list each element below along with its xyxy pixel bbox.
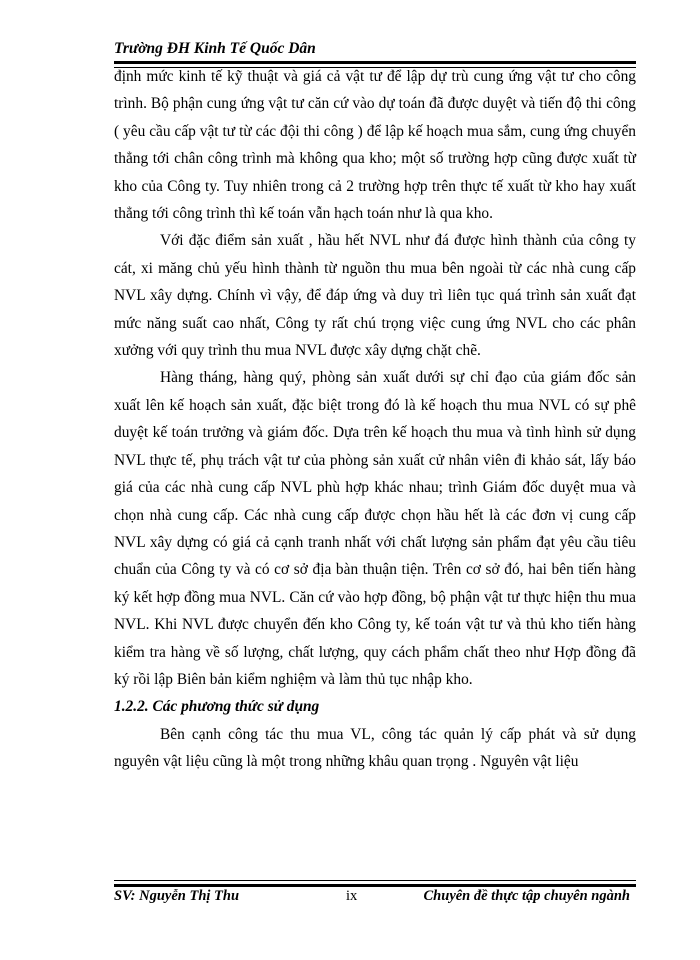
page-number: ix (346, 888, 358, 904)
paragraph-3: Hàng tháng, hàng quý, phòng sản xuất dưới sự chỉ đạo của giám đốc sản xuất lên kế hoạch sản xuất, đặc biệt trong đó là kế hoạch thu mua NVL có sự phê duyệt kế toán trưởng và giám đốc. Dựa trên kế hoạch thu mua và tình hình sử dụng NVL thực tế, phụ trách vật tư của phòng sản xuất cử nhân viên đi khảo sát, lấy báo giá của các nhà cung cấp NVL phù hợp khác nhau; trình Giám đốc duyệt mua và chọn nhà cung cấp. Các nhà cung cấp được chọn hầu hết là các đơn vị cung cấp NVL xây dựng có giá cả cạnh tranh nhất với chất lượng sản phẩm đạt yêu cầu tiêu chuẩn của Công ty và có cơ sở địa bàn thuận tiện. Trên cơ sở đó, hai bên tiến hàng ký kết hợp đồng mua NVL. Căn cứ vào hợp đồng, bộ phận vật tư thực hiện thu mua NVL. Khi NVL được chuyển đến kho Công ty, kế toán vật tư và thủ kho tiến hàng kiểm tra hàng về số lượng, chất lượng, quy cách phẩm chất theo như Hợp đồng đã ký rồi lập Biên bản kiểm nghiệm và làm thủ tục nhập kho. (114, 369, 636, 688)
paragraph-1: định mức kinh tế kỹ thuật và giá cả vật tư để lập dự trù cung ứng vật tư cho công trình. Bộ phận cung ứng vật tư căn cứ vào dự toán đã được duyệt và tiến độ thi công ( yêu cầu cấp vật tư từ các đội thi công ) để lập kế hoạch mua sắm, cung ứng chuyển thẳng tới chân công trình mà không qua kho; một số trường hợp cũng được xuất từ kho của Công ty. Tuy nhiên trong cả 2 trường hợp trên thực tế xuất từ kho hay xuất thẳng tới công trình thì kế toán vẫn hạch toán như là qua kho. (114, 68, 636, 223)
section-heading: 1.2.2. Các phương thức sử dụng (114, 698, 320, 716)
footer (114, 888, 636, 908)
footer-doc-title: Chuyên đề thực tập chuyên ngành (423, 888, 630, 904)
paragraph-2: Với đặc điểm sản xuất , hầu hết NVL như đá được hình thành của công ty cát, xi măng chủ yếu hình thành từ nguồn thu mua bên ngoài từ các nhà cung cấp NVL xây dựng. Chính vì vậy, để đáp ứng và duy trì liên tục quá trình sản xuất đạt mức năng suất cao nhất, Công ty rất chú trọng việc cung ứng NVL cho các phân xưởng với quy trình thu mua NVL được xây dựng chặt chẽ. (114, 232, 636, 360)
footer-rule (114, 880, 636, 887)
paragraph-4: Bên cạnh công tác thu mua VL, công tác quản lý cấp phát và sử dụng nguyên vật liệu cũng là một trong những khâu quan trọng . Nguyên vật liệu (114, 725, 636, 771)
header-title: Trường ĐH Kinh Tế Quốc Dân (114, 40, 316, 57)
body-text (114, 63, 636, 776)
footer-author: SV: Nguyễn Thị Thu (114, 888, 240, 904)
